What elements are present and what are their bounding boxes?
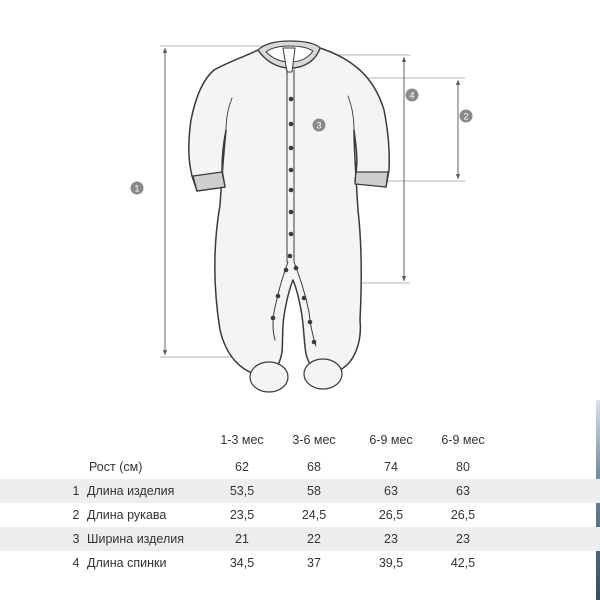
header-size-1: 1-3 мес (220, 433, 264, 447)
row-value: 63 (456, 484, 470, 498)
snap-icon (289, 122, 294, 127)
snap-icon (271, 316, 276, 321)
row-value: 63 (384, 484, 398, 498)
row-value: 42,5 (450, 556, 476, 570)
marker-1 (131, 182, 144, 195)
row-label: Ширина изделия (87, 532, 185, 546)
left-foot (250, 362, 288, 392)
snap-icon (289, 97, 294, 102)
svg-text:2: 2 (463, 111, 469, 122)
row-label: Длина спинки (87, 556, 167, 570)
snap-icon (284, 268, 289, 273)
row-value: 23,5 (229, 508, 255, 522)
row-value: 26,5 (450, 508, 476, 522)
svg-text:1: 1 (134, 183, 140, 194)
row-value: 37 (307, 556, 321, 570)
table-row-width (0, 527, 600, 551)
row-value: 53,5 (229, 484, 255, 498)
row-value: 80 (456, 460, 470, 474)
row-number: 3 (72, 532, 80, 546)
marker-3 (313, 119, 326, 132)
row-number: 4 (72, 556, 80, 570)
row-value: 39,5 (378, 556, 404, 570)
table-row-height (0, 455, 600, 479)
row-value: 23 (384, 532, 398, 546)
snap-icon (289, 232, 294, 237)
svg-text:3: 3 (316, 120, 322, 131)
row-value: 58 (307, 484, 321, 498)
table-row-back (0, 551, 600, 575)
snap-icon (289, 210, 294, 215)
table-row-length (0, 479, 600, 503)
row-label: Рост (см) (89, 460, 143, 474)
row-label: Длина рукава (87, 508, 167, 522)
bodysuit-illustration (189, 41, 389, 392)
row-value: 24,5 (301, 508, 327, 522)
left-cuff (193, 172, 225, 191)
snap-icon (289, 168, 294, 173)
right-foot (304, 359, 342, 389)
row-value: 22 (307, 532, 321, 546)
table-row-sleeve (0, 503, 600, 527)
row-number: 2 (72, 508, 80, 522)
row-value: 21 (235, 532, 249, 546)
snap-icon (288, 254, 293, 259)
size-table-header (0, 428, 600, 452)
row-value: 34,5 (229, 556, 255, 570)
marker-4 (406, 89, 419, 102)
snap-icon (312, 340, 317, 345)
right-cuff (355, 172, 388, 187)
row-value: 68 (307, 460, 321, 474)
snap-icon (294, 266, 299, 271)
row-number: 1 (72, 484, 80, 498)
snap-icon (289, 188, 294, 193)
row-value: 74 (384, 460, 398, 474)
row-value: 62 (235, 460, 249, 474)
row-label: Длина изделия (87, 484, 175, 498)
snap-icon (302, 296, 307, 301)
snap-icon (308, 320, 313, 325)
snap-icon (289, 146, 294, 151)
snap-icon (276, 294, 281, 299)
row-value: 26,5 (378, 508, 404, 522)
header-size-2: 3-6 мес (292, 433, 336, 447)
svg-text:4: 4 (409, 90, 415, 101)
row-number (70, 455, 82, 479)
marker-2 (460, 110, 473, 123)
header-size-3: 6-9 мес (369, 433, 413, 447)
header-size-4: 6-9 мес (441, 433, 485, 447)
row-value: 23 (456, 532, 470, 546)
